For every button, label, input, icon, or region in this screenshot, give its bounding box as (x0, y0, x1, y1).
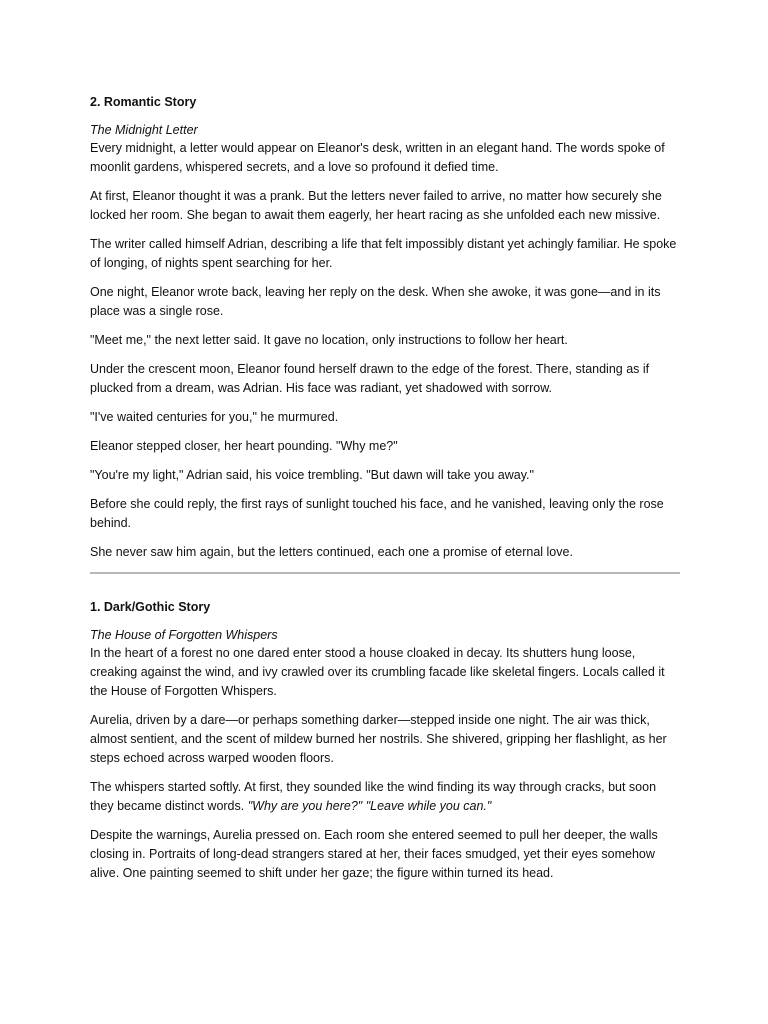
paragraph: Before she could reply, the first rays of sunlight touched his face, and he vanished, leaving only the rose behind. (90, 497, 664, 530)
paragraph: "You're my light," Adrian said, his voice trembling. "But dawn will take you away." (90, 468, 534, 482)
paragraph: Despite the warnings, Aurelia pressed on. Each room she entered seemed to pull her deeper, the walls closing in. Portraits of long-dead strangers stared at her, their faces smudged, yet their eyes somehow alive. One painting seemed to shift under her gaze; the figure within turned its head. (90, 828, 658, 880)
quote-leave-while-you-can: "Leave while you can." (365, 799, 492, 813)
paragraph: Under the crescent moon, Eleanor found herself drawn to the edge of the forest. There, standing as if plucked from a dream, was Adrian. His face was radiant, yet shadowed with sorrow. (90, 362, 650, 395)
paragraph-text: The whispers started softly. At first, they sounded like the wind finding its way through cracks, but soon they became distinct words. (90, 780, 657, 813)
paragraph: In the heart of a forest no one dared enter stood a house cloaked in decay. Its shutters hung loose, creaking against the wind, and ivy crawled over its crumbling facade like skeletal fingers. Locals called it the House of Forgotten Whispers. (90, 646, 665, 698)
paragraph: One night, Eleanor wrote back, leaving her reply on the desk. When she awoke, it was gone—and in its place was a single rose. (90, 285, 661, 318)
gothic-story-section (90, 598, 680, 883)
paragraph: She never saw him again, but the letters continued, each one a promise of eternal love. (90, 545, 573, 559)
paragraph: Aurelia, driven by a dare—or perhaps something darker—stepped inside one night. The air was thick, almost sentient, and the scent of mildew burned her nostrils. She shivered, gripping her flashlight, as her steps echoed across warped wooden floors. (90, 713, 667, 765)
paragraph-whispers (90, 778, 680, 816)
paragraph: Every midnight, a letter would appear on Eleanor's desk, written in an elegant hand. The words spoke of moonlit gardens, whispered secrets, and a love so profound it defied time. (90, 141, 665, 174)
section-heading-romantic: 2. Romantic Story (90, 95, 197, 109)
document-page (90, 93, 680, 893)
section-heading-gothic: 1. Dark/Gothic Story (90, 600, 211, 614)
romantic-story-section (90, 93, 680, 562)
quote-why-are-you-here: "Why are you here?" (247, 799, 363, 813)
story-title-forgotten-whispers: The House of Forgotten Whispers (90, 628, 278, 642)
section-divider (90, 572, 680, 574)
paragraph: The writer called himself Adrian, describing a life that felt impossibly distant yet achingly familiar. He spoke of longing, of nights spent searching for her. (90, 237, 677, 270)
paragraph: At first, Eleanor thought it was a prank. But the letters never failed to arrive, no matter how securely she locked her room. She began to await them eagerly, her heart racing as she unfolded each new missive. (90, 189, 662, 222)
paragraph: "I've waited centuries for you," he murmured. (90, 410, 339, 424)
paragraph: "Meet me," the next letter said. It gave no location, only instructions to follow her heart. (90, 333, 568, 347)
paragraph: Eleanor stepped closer, her heart pounding. "Why me?" (90, 439, 398, 453)
story-title-midnight-letter: The Midnight Letter (90, 123, 198, 137)
